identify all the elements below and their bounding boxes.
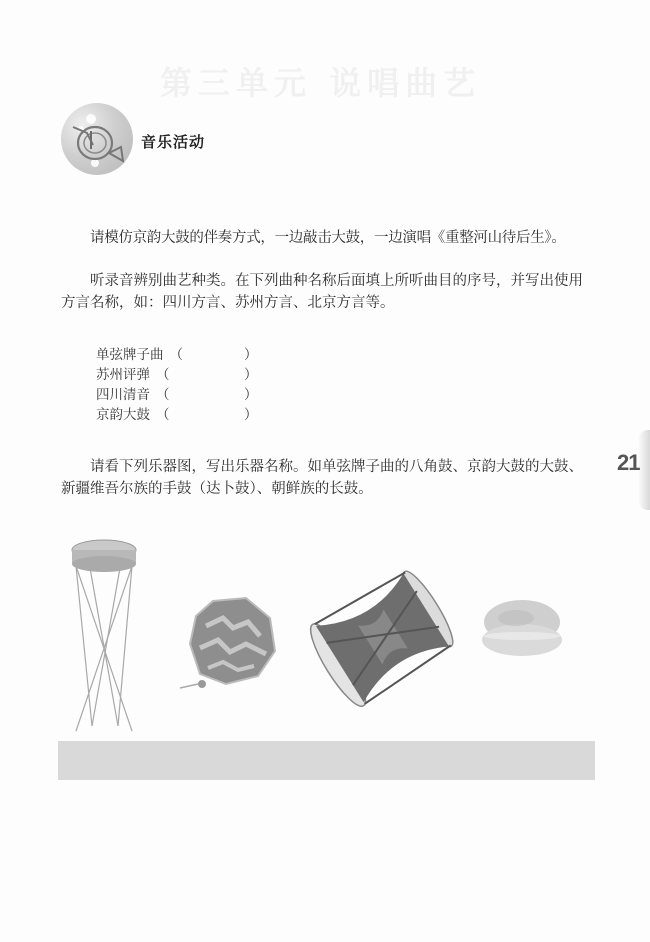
fill-in-list [96, 343, 266, 423]
page-number: 21 [617, 450, 640, 475]
section-title: 音乐活动 [141, 133, 206, 151]
fill-in-row: 京韵大鼓 （ ） [96, 407, 258, 423]
fill-in-row: 苏州评弹 （ ） [96, 367, 258, 383]
answer-bar[interactable] [58, 741, 595, 780]
activity-instruction-2: 听录音辨别曲艺种类。在下列曲种名称后面填上所听曲目的序号，并写出使用方言名称，如：四川方言、苏州方言、北京方言等。 [61, 273, 583, 311]
faded-unit-title: 第三单元 说唱曲艺 [160, 64, 482, 98]
page-edge-tab [638, 430, 650, 510]
genre-label: 四川清音 [96, 387, 150, 403]
hand-drum-image [478, 596, 568, 666]
drum-on-stand-image [68, 536, 148, 736]
fill-in-row: 单弦牌子曲 （ ） [96, 347, 258, 363]
long-drum-image [308, 562, 458, 712]
french-horn-icon [61, 103, 133, 175]
genre-label: 苏州评弹 [96, 367, 150, 383]
octagonal-drum-image [178, 596, 278, 696]
activity-instruction-1: 请模仿京韵大鼓的伴奏方式，一边敲击大鼓，一边演唱《重整河山待后生》。 [90, 230, 566, 246]
fill-in-row: 四川清音 （ ） [96, 387, 258, 403]
activity-instruction-3: 请看下列乐器图，写出乐器名称。如单弦牌子曲的八角鼓、京韵大鼓的大鼓、新疆维吾尔族的手鼓（达卜鼓）、朝鲜族的长鼓。 [61, 459, 583, 497]
genre-label: 京韵大鼓 [96, 407, 150, 423]
genre-label: 单弦牌子曲 [96, 347, 164, 363]
